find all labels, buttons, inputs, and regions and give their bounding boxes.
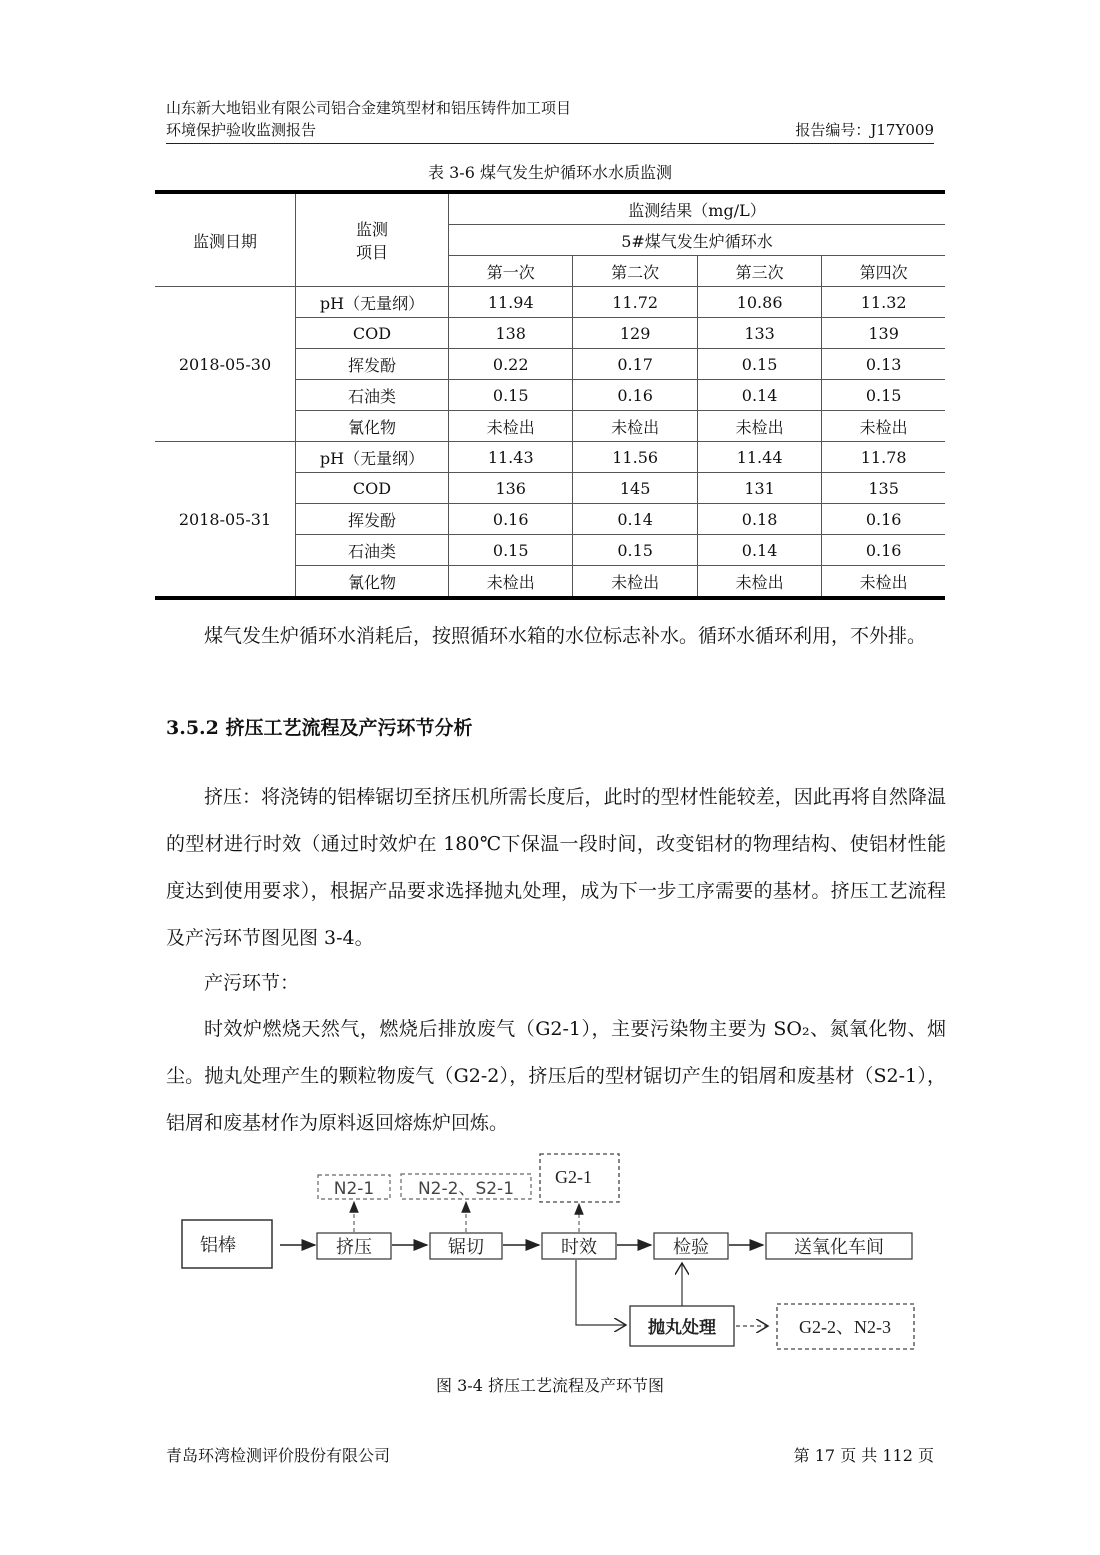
cell-value: 133	[697, 318, 821, 349]
cell-value: 未检出	[822, 566, 945, 599]
footer-page-number: 第 17 页 共 112 页	[793, 1446, 934, 1465]
paragraph-pollution-detail: 时效炉燃烧天然气，燃烧后排放废气（G2-1），主要污染物主要为 SO₂、氮氧化物、烟尘。抛丸处理产生的颗粒物废气（G2-2），挤压后的型材锯切产生的铝屑和废基材（S2-1），铝屑和废基材作为原料返回熔炼炉回炼。	[166, 1018, 946, 1134]
cell-value: 0.13	[822, 349, 945, 380]
cell-item: 石油类	[296, 535, 449, 566]
cell-value: 0.16	[822, 504, 945, 535]
cell-value: 0.17	[573, 349, 697, 380]
node-ship-label: 送氧化车间	[794, 1237, 884, 1258]
cell-value: 0.16	[449, 504, 573, 535]
cell-value: 0.15	[449, 535, 573, 566]
header-report-type: 环境保护验收监测报告	[166, 121, 317, 139]
section-title: 3.5.2 挤压工艺流程及产污环节分析	[166, 717, 473, 739]
cell-value: 未检出	[573, 411, 697, 442]
cell-value: 0.16	[573, 380, 697, 411]
cell-item: COD	[296, 318, 449, 349]
cell-value: 0.16	[822, 535, 945, 566]
cell-value: 未检出	[573, 566, 697, 599]
cell-date: 2018-05-31	[155, 442, 296, 599]
cell-item: pH（无量纲）	[296, 287, 449, 318]
cell-value: 11.43	[449, 442, 573, 473]
cell-value: 0.22	[449, 349, 573, 380]
cell-item: 挥发酚	[296, 349, 449, 380]
cell-date: 2018-05-30	[155, 287, 296, 442]
header-source: 5#煤气发生炉循环水	[449, 225, 946, 256]
cell-value: 11.94	[449, 287, 573, 318]
cell-item: COD	[296, 473, 449, 504]
figure-caption: 图 3-4 挤压工艺流程及产环节图	[436, 1376, 664, 1395]
cell-value: 未检出	[449, 411, 573, 442]
cell-value: 未检出	[822, 411, 945, 442]
table-row	[155, 442, 945, 473]
header-result: 监测结果（mg/L）	[449, 192, 946, 225]
cell-value: 11.44	[697, 442, 821, 473]
cell-value: 11.72	[573, 287, 697, 318]
paragraph-extrusion: 挤压：将浇铸的铝棒锯切至挤压机所需长度后，此时的型材性能较差，因此再将自然降温的型材进行时效（通过时效炉在 180℃下保温一段时间，改变铝材的物理结构、使铝材性能度达到使用要求），根据产品要求选择抛丸处理，成为下一步工序需要的基材。挤压工艺流程及产污环节图见图 3-4。	[166, 786, 946, 949]
header-report-no: 报告编号：J17Y009	[795, 121, 934, 139]
cell-item: 挥发酚	[296, 504, 449, 535]
cell-value: 0.14	[697, 380, 821, 411]
node-inspect-label: 检验	[673, 1237, 709, 1258]
cell-value: 0.18	[697, 504, 821, 535]
cell-value: 11.32	[822, 287, 945, 318]
header-item	[296, 192, 449, 287]
footer	[166, 1443, 934, 1466]
footer-company: 青岛环湾检测评价股份有限公司	[166, 1446, 391, 1465]
arrow-aging-shot	[576, 1260, 626, 1325]
cell-value: 0.14	[697, 535, 821, 566]
cell-value: 未检出	[449, 566, 573, 599]
paragraph-pollution-label: 产污环节：	[204, 972, 300, 994]
cell-value: 11.78	[822, 442, 945, 473]
header-round: 第一次	[449, 256, 573, 287]
cell-value: 未检出	[697, 411, 821, 442]
cell-value: 136	[449, 473, 573, 504]
monitoring-table	[155, 190, 945, 600]
emission-aging-label: G2-1	[555, 1167, 592, 1187]
cell-item: 氰化物	[296, 566, 449, 599]
cell-value: 138	[449, 318, 573, 349]
header-project: 山东新大地铝业有限公司铝合金建筑型材和铝压铸件加工项目	[166, 99, 572, 117]
node-saw-label: 锯切	[448, 1237, 484, 1258]
cell-value: 0.15	[449, 380, 573, 411]
cell-value: 0.15	[573, 535, 697, 566]
cell-value: 0.15	[822, 380, 945, 411]
paragraph-circulation: 煤气发生炉循环水消耗后，按照循环水箱的水位标志补水。循环水循环利用，不外排。	[204, 625, 927, 647]
cell-value: 11.56	[573, 442, 697, 473]
table-body	[155, 287, 945, 599]
cell-value: 135	[822, 473, 945, 504]
cell-value: 0.15	[697, 349, 821, 380]
cell-value: 131	[697, 473, 821, 504]
process-flow-diagram	[170, 1140, 930, 1370]
node-extrude-label: 挤压	[336, 1237, 372, 1258]
cell-value: 145	[573, 473, 697, 504]
node-raw-label: 铝棒	[200, 1235, 236, 1256]
emission-shot-label: G2-2、N2-3	[799, 1317, 891, 1337]
cell-value: 139	[822, 318, 945, 349]
emission-saw-label: N2-2、S2-1	[417, 1179, 515, 1199]
table-row	[155, 287, 945, 318]
header-round: 第四次	[822, 256, 945, 287]
header-item-line1: 监测	[355, 220, 388, 239]
header-date: 监测日期	[155, 192, 296, 287]
header-line2	[166, 119, 934, 141]
cell-item: 氰化物	[296, 411, 449, 442]
cell-value: 未检出	[697, 566, 821, 599]
header-round: 第二次	[573, 256, 697, 287]
header-divider	[166, 143, 934, 144]
cell-value: 0.14	[573, 504, 697, 535]
table-caption: 表 3-6 煤气发生炉循环水水质监测	[428, 163, 672, 182]
cell-value: 129	[573, 318, 697, 349]
cell-item: pH（无量纲）	[296, 442, 449, 473]
cell-item: 石油类	[296, 380, 449, 411]
header-round: 第三次	[697, 256, 821, 287]
header-item-line2: 项目	[355, 243, 388, 262]
node-aging-label: 时效	[561, 1237, 597, 1258]
node-shot-label: 抛丸处理	[648, 1318, 716, 1338]
cell-value: 10.86	[697, 287, 821, 318]
emission-extrude-label: N2-1	[333, 1179, 375, 1199]
